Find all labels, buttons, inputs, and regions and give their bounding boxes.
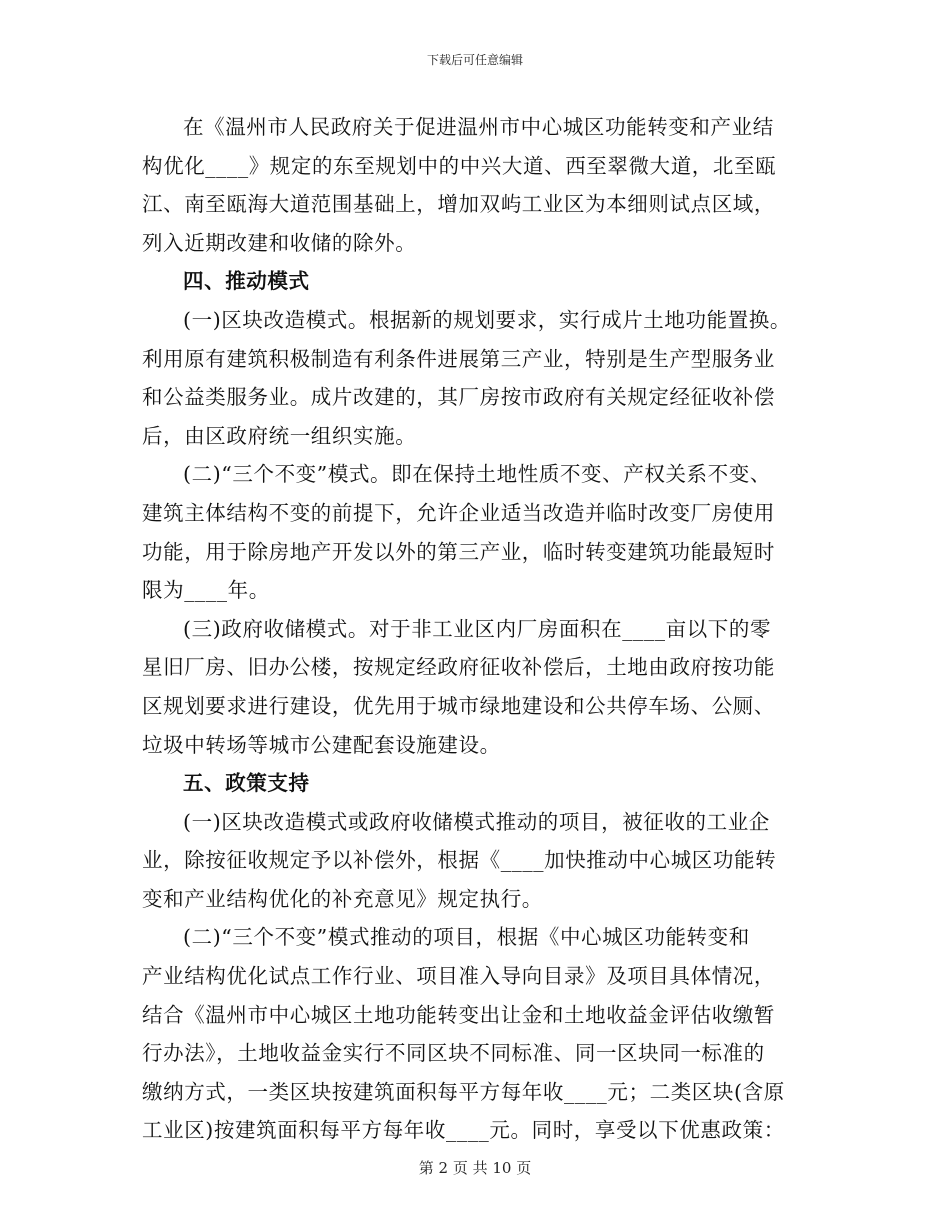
- paragraph-line: 后，由区政府统一组织实施。: [142, 423, 417, 448]
- paragraph-line: (三)政府收储模式。对于非工业区内厂房面积在____亩以下的零: [183, 616, 772, 641]
- paragraph-line: (一)区块改造模式或政府收储模式推动的项目，被征收的工业企: [183, 809, 770, 834]
- paragraph-line: (一)区块改造模式。根据新的规划要求，实行成片土地功能置换。: [183, 307, 791, 332]
- paragraph-line: 星旧厂房、旧办公楼，按规定经政府征收补偿后，土地由政府按功能: [142, 655, 775, 680]
- paragraph-line: 列入近期改建和收储的除外。: [142, 230, 417, 255]
- paragraph-line: 区规划要求进行建设，优先用于城市绿地建设和公共停车场、公厕、: [142, 693, 775, 718]
- paragraph-line: 产业结构优化试点工作行业、项目准入导向目录》及项目具体情况，: [142, 964, 775, 989]
- paragraph-line: (二)“三个不变”模式。即在保持土地性质不变、产权关系不变、: [183, 462, 771, 487]
- paragraph-line: (二)“三个不变”模式推动的项目，根据《中心城区功能转变和: [183, 925, 750, 950]
- paragraph-line: 变和产业结构优化的补充意见》规定执行。: [142, 886, 543, 911]
- paragraph-line: 利用原有建筑积极制造有利条件进展第三产业，特别是生产型服务业: [142, 346, 775, 371]
- paragraph-line: 缴纳方式，一类区块按建筑面积每平方每年收____元；二类区块(含原: [142, 1079, 785, 1104]
- paragraph: [142, 803, 810, 919]
- paragraph: [142, 610, 810, 764]
- page-footer: 第 2 页 共 10 页: [418, 1159, 532, 1177]
- paragraph-line: 行办法》，土地收益金实行不同区块不同标准、同一区块同一标准的: [142, 1041, 765, 1066]
- paragraph-line: 和公益类服务业。成片改建的，其厂房按市政府有关规定经征收补偿: [142, 385, 775, 410]
- paragraph-line: 功能，用于除房地产开发以外的第三产业，临时转变建筑功能最短时: [142, 539, 775, 564]
- paragraph-line: 工业区)按建筑面积每平方每年收____元。同时，享受以下优惠政策：: [142, 1118, 785, 1143]
- paragraph-line: 限为____年。: [142, 578, 270, 603]
- paragraph-line: 构优化____》规定的东至规划中的中兴大道、西至翠微大道，北至瓯: [142, 153, 777, 178]
- paragraph: [142, 108, 810, 262]
- section-heading: 五、政策支持: [183, 771, 310, 796]
- paragraph-line: 垃圾中转场等城市公建配套设施建设。: [142, 732, 501, 757]
- paragraph: [142, 455, 810, 609]
- page-header: 下载后可任意编辑: [426, 53, 523, 67]
- paragraph-line: 在《温州市人民政府关于促进温州市中心城区功能转变和产业结: [183, 115, 774, 139]
- paragraph-line: 结合《温州市中心城区土地功能转变出让金和土地收益金评估收缴暂: [142, 1002, 775, 1027]
- paragraph: [142, 918, 810, 1150]
- paragraph: [142, 301, 810, 455]
- paragraph-line: 建筑主体结构不变的前提下，允许企业适当改造并临时改变厂房使用: [142, 500, 775, 525]
- paragraph-line: 江、南至瓯海大道范围基础上，增加双屿工业区为本细则试点区域，: [142, 192, 775, 217]
- document-body: [142, 108, 810, 1150]
- paragraph-line: 业，除按征收规定予以补偿外，根据《____加快推动中心城区功能转: [142, 848, 777, 873]
- section-heading: 四、推动模式: [183, 269, 310, 294]
